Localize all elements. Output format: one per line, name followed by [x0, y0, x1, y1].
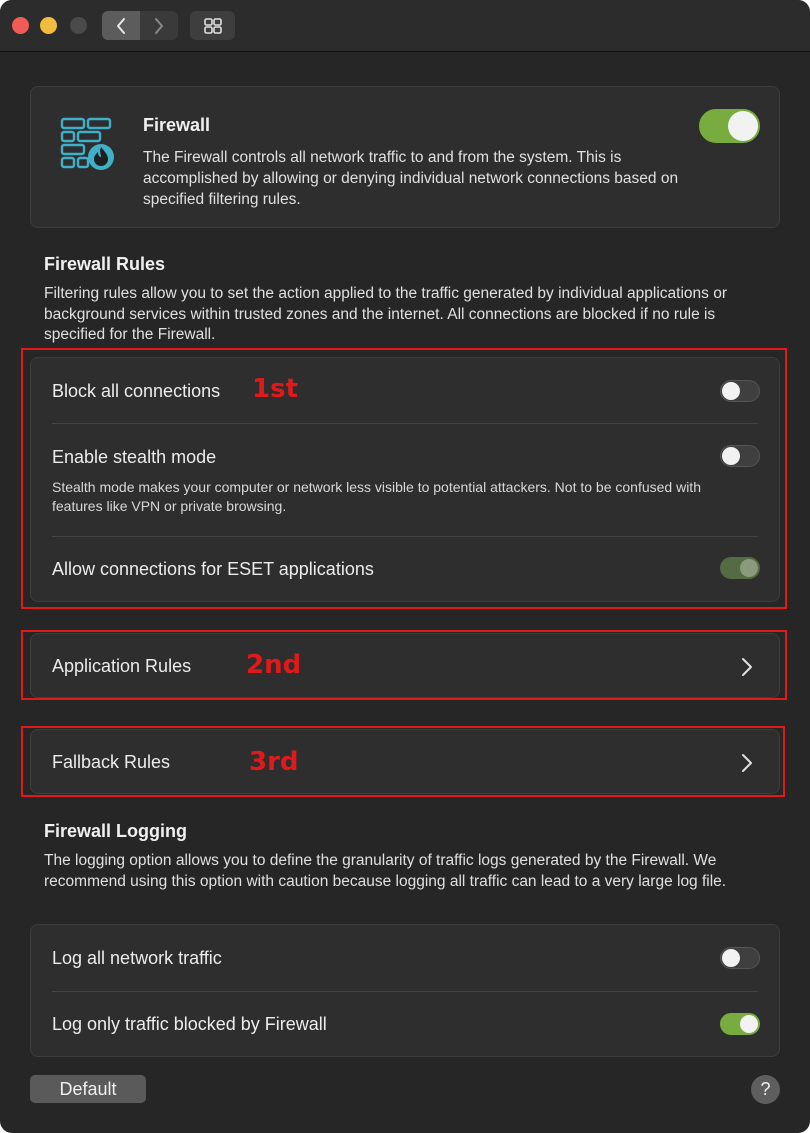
firewall-logging-description: The logging option allows you to define the granularity of traffic logs generated by the Firewall. We recommend using this option with caution because logging all traffic can lead to a very large log file.	[44, 852, 727, 890]
log-all-traffic-toggle[interactable]	[720, 947, 760, 969]
chevron-right-icon	[153, 17, 165, 35]
firewall-description: The Firewall controls all network traffic to and from the system. This is accomplished by allowing or denying individual network connections based on specified filtering rules.	[143, 149, 679, 208]
toggle-knob	[740, 1015, 758, 1033]
block-all-connections-label: Block all connections	[52, 381, 221, 401]
navigation-buttons	[102, 11, 178, 40]
eset-apps-label: Allow connections for ESET applications	[52, 559, 374, 579]
grid-icon	[204, 18, 222, 34]
toggle-knob	[728, 111, 758, 141]
chevron-left-icon	[115, 17, 127, 35]
grid-view-button[interactable]	[190, 11, 235, 40]
divider	[52, 991, 758, 992]
default-button[interactable]: Default	[30, 1075, 146, 1103]
annotation-label-3: 3rd	[249, 747, 299, 777]
titlebar	[0, 0, 810, 52]
back-button[interactable]	[102, 11, 140, 40]
firewall-logging-heading: Firewall Logging	[44, 821, 187, 841]
log-blocked-traffic-label: Log only traffic blocked by Firewall	[52, 1014, 327, 1034]
annotation-box-1	[21, 348, 787, 609]
firewall-rules-heading: Firewall Rules	[44, 254, 166, 274]
forward-button[interactable]	[140, 11, 178, 40]
firewall-rules-description: Filtering rules allow you to set the action applied to the traffic generated by individual applications or background services within trusted zones and the internet. All connections are blocked if no rule is specified for the Firewall.	[44, 285, 727, 343]
annotation-label-1: 1st	[252, 374, 298, 404]
close-button[interactable]	[12, 17, 29, 34]
stealth-mode-description: Stealth mode makes your computer or network less visible to potential attackers. Not to be confused with features like VPN or private browsing.	[52, 479, 701, 514]
zoom-button[interactable]	[70, 17, 87, 34]
firewall-card	[30, 86, 780, 228]
stealth-mode-label: Enable stealth mode	[52, 447, 217, 467]
firewall-logging-card	[30, 924, 780, 1057]
help-button[interactable]: ?	[751, 1075, 780, 1104]
application-rules-label: Application Rules	[52, 656, 192, 676]
toggle-knob	[722, 949, 740, 967]
firewall-toggle[interactable]	[699, 109, 760, 143]
annotation-box-2	[21, 630, 787, 700]
annotation-box-3	[21, 726, 785, 797]
log-blocked-traffic-toggle[interactable]	[720, 1013, 760, 1035]
firewall-icon	[59, 115, 117, 178]
log-all-traffic-label: Log all network traffic	[52, 948, 222, 968]
fallback-rules-label: Fallback Rules	[52, 752, 171, 772]
minimize-button[interactable]	[40, 17, 57, 34]
firewall-title: Firewall	[143, 115, 211, 135]
annotation-label-2: 2nd	[246, 650, 302, 680]
